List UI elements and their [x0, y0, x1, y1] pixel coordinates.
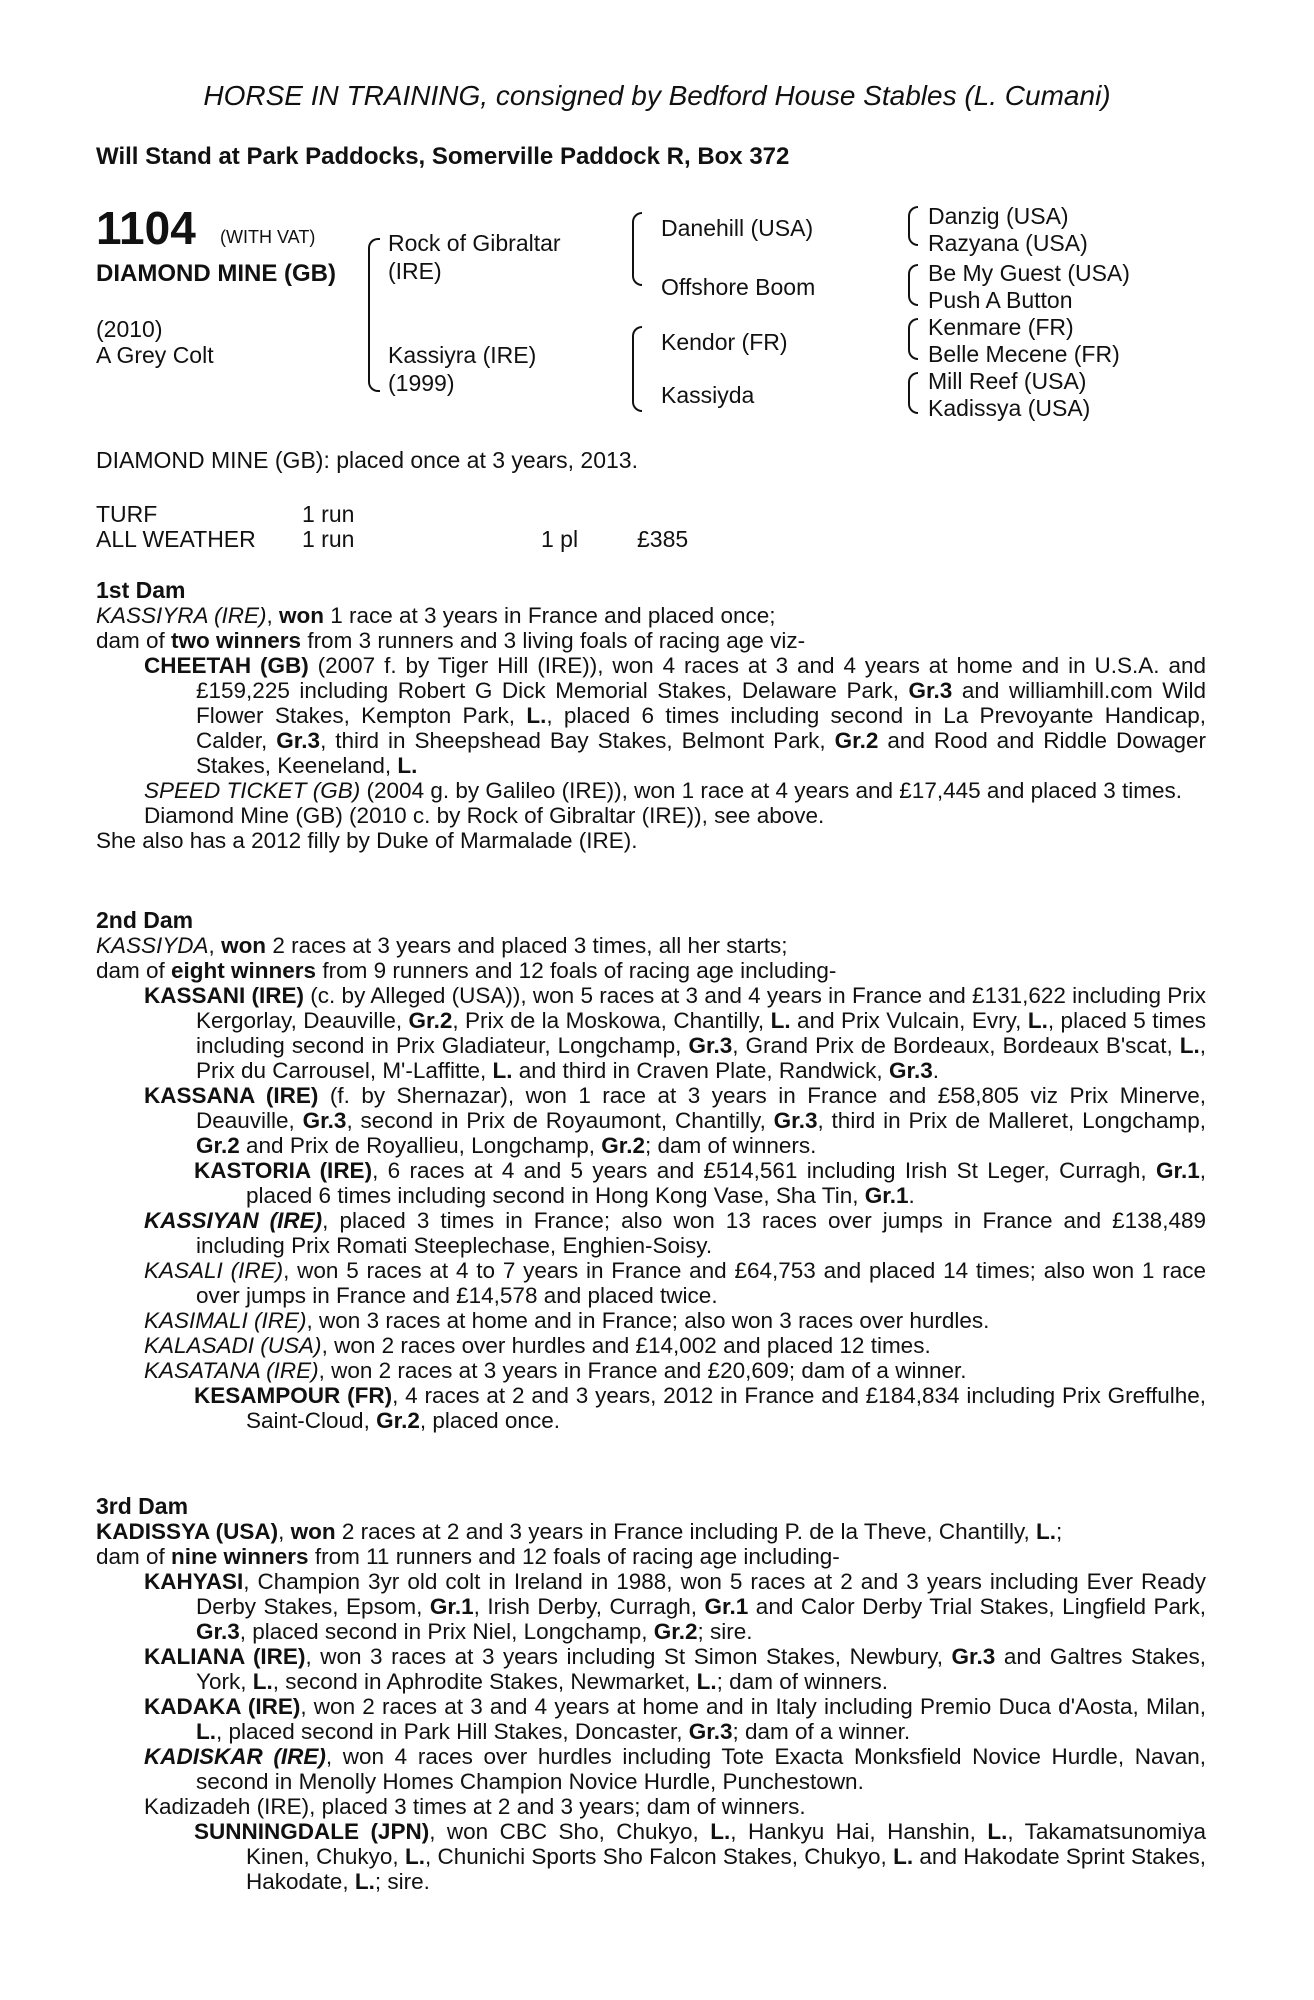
text-run: Diamond Mine (GB) (2010 c. by Rock of Gibraltar (IRE)), see above. — [144, 803, 825, 828]
turf-label: TURF — [96, 501, 158, 527]
text-run: Gr.2 — [408, 1008, 453, 1033]
text-run: Gr.3 — [276, 728, 321, 753]
ped-sdd: Push A Button — [928, 287, 1073, 313]
dam2-title: 2nd Dam — [96, 907, 194, 933]
text-run: Gr.2 — [196, 1133, 240, 1158]
text-run: , placed second in Park Hill Stakes, Doncaster, — [216, 1719, 689, 1744]
dam1-title: 1st Dam — [96, 577, 186, 603]
horse-name: DIAMOND MINE (GB) — [96, 260, 336, 287]
text-run: ; dam of winners. — [645, 1133, 817, 1158]
ped-sire-sire: Danehill (USA) — [661, 215, 814, 241]
produce-entry — [96, 1158, 1206, 1208]
turf-runs: 1 run — [302, 501, 355, 527]
text-run: Kadizadeh (IRE), placed 3 times at 2 and 3 years; dam of winners. — [144, 1794, 806, 1819]
text-run: SPEED TICKET (GB) — [144, 778, 361, 803]
produce-entry — [96, 1258, 1206, 1308]
text-run: (c. by Alleged (USA)), won 5 races at 3 and 4 years in France and £131,622 including Prix Kergorlay, Deauville, — [196, 983, 1206, 1033]
ped-sire-origin: (IRE) — [388, 258, 442, 284]
text-run: and third in Craven Plate, Randwick, — [512, 1058, 889, 1083]
text-run: and Rood and Riddle Dowager Stakes, Keeneland, — [196, 728, 1206, 778]
text-run: , placed 5 times including second in Prix Gladiateur, Longchamp, — [196, 1008, 1206, 1058]
text-run: won — [221, 933, 267, 958]
pedigree-brace-offshore — [908, 264, 918, 306]
vat-note: (WITH VAT) — [220, 227, 316, 247]
ped-dds: Mill Reef (USA) — [928, 368, 1087, 394]
text-run: L. — [354, 1869, 375, 1894]
text-run: (2007 f. by Tiger Hill (IRE)), won 4 races at 3 and 4 years at home and in U.S.A. and £159,225 including Robert G Dick Memorial Stakes, Delaware Park, — [196, 653, 1206, 703]
text-run: eight winners — [171, 958, 317, 983]
lot-number: 1104 — [96, 202, 196, 254]
text-run: , Irish Derby, Curragh, — [473, 1594, 705, 1619]
aw-runs: 1 run — [302, 526, 355, 552]
text-run: , Chunichi Sports Sho Falcon Stakes, Chukyo, — [424, 1844, 894, 1869]
text-run: KESAMPOUR (FR) — [194, 1383, 393, 1408]
text-run: (2004 g. by Galileo (IRE)), won 1 race at 4 years and £17,445 and placed 3 times. — [360, 778, 1182, 803]
text-run: KALIANA (IRE) — [144, 1644, 306, 1669]
text-run: KASSIYRA (IRE) — [96, 603, 267, 628]
ped-ddd: Kadissya (USA) — [928, 395, 1091, 421]
text-run: and Galtres Stakes, York, — [196, 1644, 1206, 1694]
text-run: nine winners — [171, 1544, 309, 1569]
stand-location: Will Stand at Park Paddocks, Somerville Paddock R, Box 372 — [96, 143, 790, 170]
text-run: L. — [526, 703, 547, 728]
text-run: Gr.1 — [864, 1183, 909, 1208]
produce-entry — [96, 1083, 1206, 1158]
text-run: ; dam of a winner. — [732, 1719, 911, 1744]
produce-entry — [96, 1333, 1206, 1358]
pedigree-brace-dam — [632, 326, 642, 412]
horse-description: A Grey Colt — [96, 342, 214, 368]
pedigree-brace-sire — [632, 212, 642, 286]
text-run: Gr.2 — [601, 1133, 646, 1158]
text-run: KASSIYDA — [96, 933, 209, 958]
produce-entry — [96, 1794, 1206, 1819]
text-run: , second in Aphrodite Stakes, Newmarket, — [272, 1669, 697, 1694]
text-run: , Takamatsunomiya Kinen, Chukyo, — [246, 1819, 1206, 1869]
text-run: dam of — [96, 1544, 172, 1569]
text-run: KASATANA (IRE) — [144, 1358, 319, 1383]
text-run: and williamhill.com Wild Flower Stakes, Kempton Park, — [196, 678, 1207, 728]
text-run: Gr.1 — [704, 1594, 749, 1619]
text-run: L. — [893, 1844, 914, 1869]
text-run: won — [278, 603, 324, 628]
text-run: Gr.3 — [196, 1619, 240, 1644]
text-run: , won 3 races at home and in France; also won 3 races over hurdles. — [306, 1308, 990, 1333]
text-run: KASALI (IRE) — [144, 1258, 284, 1283]
text-run: 2 races at 3 years and placed 3 times, all her starts; — [266, 933, 788, 958]
text-run: , won CBC Sho, Chukyo, — [429, 1819, 711, 1844]
ped-dam-year: (1999) — [388, 370, 455, 396]
aw-prize: £385 — [637, 526, 689, 552]
dam1-line2 — [96, 628, 1206, 653]
text-run: L. — [1179, 1033, 1200, 1058]
text-run: ; sire. — [697, 1619, 753, 1644]
text-run: KAHYASI — [144, 1569, 244, 1594]
pedigree-brace-danehill — [908, 206, 918, 246]
text-run: from 3 runners and 3 living foals of racing age viz- — [301, 628, 806, 653]
ped-dss: Kenmare (FR) — [928, 314, 1074, 340]
dam1-entry-speed-ticket — [96, 778, 1206, 803]
ped-dam-dam: Kassiyda — [661, 382, 755, 408]
dam2-line1 — [96, 933, 1206, 958]
text-run: KASSANI (IRE) — [144, 983, 305, 1008]
produce-entry — [96, 1694, 1206, 1744]
text-run: Gr.2 — [653, 1619, 698, 1644]
text-run: , — [266, 603, 279, 628]
text-run: and Prix Vulcain, Evry, — [790, 1008, 1028, 1033]
text-run: ; dam of winners. — [716, 1669, 888, 1694]
aw-label: ALL WEATHER — [96, 526, 256, 552]
text-run: L. — [987, 1819, 1008, 1844]
dam3-entries — [96, 1569, 1206, 1894]
dam1-also: She also has a 2012 filly by Duke of Marmalade (IRE). — [96, 828, 638, 853]
text-run: SUNNINGDALE (JPN) — [194, 1819, 430, 1844]
produce-entry — [96, 1208, 1206, 1258]
produce-entry — [96, 1569, 1206, 1644]
text-run: and Hakodate Sprint Stakes, Hakodate, — [246, 1844, 1207, 1894]
dam2-entries — [96, 983, 1206, 1433]
text-run: , Prix de la Moskowa, Chantilly, — [452, 1008, 771, 1033]
text-run: , won 2 races over hurdles and £14,002 and placed 12 times. — [321, 1333, 931, 1358]
text-run: , placed once. — [419, 1408, 560, 1433]
text-run: 1 race at 3 years in France and placed once; — [323, 603, 776, 628]
aw-placed: 1 pl — [541, 526, 579, 552]
text-run: 2 races at 2 and 3 years in France including P. de la Theve, Chantilly, — [335, 1519, 1037, 1544]
text-run: L. — [1036, 1519, 1057, 1544]
text-run: and Prix de Royallieu, Longchamp, — [239, 1133, 602, 1158]
text-run: , third in Sheepshead Bay Stakes, Belmont Park, — [320, 728, 835, 753]
produce-entry — [96, 1644, 1206, 1694]
text-run: Gr.3 — [888, 1058, 933, 1083]
text-run: from 9 runners and 12 foals of racing age including- — [316, 958, 837, 983]
produce-entry — [96, 1744, 1206, 1794]
dam3-section — [96, 1494, 1206, 1894]
text-run: KASSIYAN (IRE) — [144, 1208, 323, 1233]
text-run: Gr.3 — [908, 678, 953, 703]
dam3-title: 3rd Dam — [96, 1493, 189, 1519]
text-run: dam of — [96, 628, 172, 653]
text-run: L. — [397, 753, 418, 778]
ped-dam: Kassiyra (IRE) — [388, 342, 537, 368]
dam2-line2 — [96, 958, 1206, 983]
dam2-section — [96, 908, 1206, 1433]
text-run: , Champion 3yr old colt in Ireland in 1988, won 5 races at 2 and 3 years including Ever Ready Derby Stakes, Epsom, — [196, 1569, 1206, 1619]
produce-entry — [96, 1819, 1206, 1894]
text-run: , won 4 races over hurdles including Tote Exacta Monksfield Novice Hurdle, Navan, second in Menolly Homes Champion Novice Hurdle, Punchestown. — [196, 1744, 1206, 1794]
pedigree-brace-gen1 — [368, 238, 380, 392]
text-run: KALASADI (USA) — [144, 1333, 322, 1358]
text-run: L. — [1027, 1008, 1048, 1033]
text-run: CHEETAH (GB) — [144, 653, 309, 678]
dam3-line1 — [96, 1519, 1206, 1544]
text-run: , placed 3 times in France; also won 13 races over jumps in France and £138,489 including Prix Romati Steeplechase, Enghien-Soisy. — [196, 1208, 1206, 1258]
text-run: , placed 6 times including second in Hong Kong Vase, Sha Tin, — [246, 1158, 1206, 1208]
text-run: L. — [492, 1058, 513, 1083]
text-run: Gr.3 — [951, 1644, 996, 1669]
text-run: Gr.3 — [688, 1719, 733, 1744]
ped-sire: Rock of Gibraltar — [388, 230, 561, 256]
ped-dam-sire: Kendor (FR) — [661, 329, 788, 355]
ped-sds: Be My Guest (USA) — [928, 260, 1130, 286]
ped-ssd: Razyana (USA) — [928, 230, 1088, 256]
text-run: KASIMALI (IRE) — [144, 1308, 307, 1333]
text-run: , placed second in Prix Niel, Longchamp, — [239, 1619, 654, 1644]
text-run: KASTORIA (IRE) — [194, 1158, 373, 1183]
text-run: KASSANA (IRE) — [144, 1083, 319, 1108]
text-run: , second in Prix de Royaumont, Chantilly, — [346, 1108, 774, 1133]
text-run: , Prix du Carrousel, M'-Laffitte, — [196, 1033, 1206, 1083]
text-run: L. — [404, 1844, 425, 1869]
dam1-entry-cheetah — [96, 653, 1206, 778]
ped-sire-dam: Offshore Boom — [661, 274, 816, 300]
ped-sss: Danzig (USA) — [928, 203, 1069, 229]
text-run: . — [908, 1183, 915, 1208]
text-run: (f. by Shernazar), won 1 race at 3 years in France and £58,805 viz Prix Minerve, Deauville, — [196, 1083, 1206, 1133]
pedigree-brace-kassiyda — [908, 372, 918, 414]
text-run: Gr.1 — [429, 1594, 474, 1619]
produce-entry — [96, 1308, 1206, 1333]
text-run: , won 2 races at 3 and 4 years at home and in Italy including Premio Duca d'Aosta, Milan, — [300, 1694, 1206, 1719]
pedigree-brace-kendor — [908, 318, 918, 360]
text-run: , Grand Prix de Bordeaux, Bordeaux B'scat, — [732, 1033, 1180, 1058]
text-run: Gr.3 — [773, 1108, 818, 1133]
text-run: , placed 6 times including second in La Prevoyante Handicap, Calder, — [196, 703, 1207, 753]
dam3-line2 — [96, 1544, 1206, 1569]
text-run: , — [208, 933, 222, 958]
text-run: L. — [696, 1669, 717, 1694]
text-run: ; — [1056, 1519, 1063, 1544]
text-run: , 4 races at 2 and 3 years, 2012 in France and £184,834 including Prix Greffulhe, Saint-Cloud, — [246, 1383, 1206, 1433]
dam1-section — [96, 578, 1206, 853]
text-run: , third in Prix de Malleret, Longchamp, — [817, 1108, 1206, 1133]
text-run: and Calor Derby Trial Stakes, Lingfield Park, — [748, 1594, 1207, 1619]
dam1-line1 — [96, 603, 1206, 628]
text-run: L. — [196, 1719, 216, 1744]
text-run: , — [278, 1519, 291, 1544]
text-run: L. — [252, 1669, 273, 1694]
race-summary: DIAMOND MINE (GB): placed once at 3 years, 2013. — [96, 447, 638, 473]
text-run: . — [932, 1058, 939, 1083]
text-run: KADISSYA (USA) — [96, 1519, 279, 1544]
dam1-entry-diamond-mine — [96, 803, 1206, 828]
text-run: Gr.3 — [688, 1033, 733, 1058]
text-run: dam of — [96, 958, 172, 983]
produce-entry — [96, 983, 1206, 1083]
text-run: KADAKA (IRE) — [144, 1694, 301, 1719]
text-run: ; sire. — [374, 1869, 430, 1894]
text-run: from 11 runners and 12 foals of racing age including- — [308, 1544, 840, 1569]
text-run: Gr.1 — [1155, 1158, 1200, 1183]
produce-entry — [96, 1358, 1206, 1383]
text-run: , 6 races at 4 and 5 years and £514,561 including Irish St Leger, Curragh, — [372, 1158, 1156, 1183]
produce-entry — [96, 1383, 1206, 1433]
text-run: Gr.3 — [302, 1108, 347, 1133]
text-run: two winners — [171, 628, 302, 653]
consignor-header: HORSE IN TRAINING, consigned by Bedford House Stables (L. Cumani) — [203, 80, 1111, 111]
text-run: Gr.2 — [834, 728, 879, 753]
horse-year: (2010) — [96, 316, 163, 342]
text-run: , Hankyu Hai, Hanshin, — [730, 1819, 988, 1844]
text-run: L. — [710, 1819, 731, 1844]
text-run: KADISKAR (IRE) — [144, 1744, 326, 1769]
text-run: , won 5 races at 4 to 7 years in France and £64,753 and placed 14 times; also won 1 race over jumps in France and £14,578 and placed twice. — [196, 1258, 1206, 1308]
text-run: won — [290, 1519, 336, 1544]
text-run: , won 3 races at 3 years including St Simon Stakes, Newbury, — [305, 1644, 952, 1669]
ped-dsd: Belle Mecene (FR) — [928, 341, 1120, 367]
text-run: L. — [770, 1008, 791, 1033]
text-run: , won 2 races at 3 years in France and £20,609; dam of a winner. — [318, 1358, 967, 1383]
text-run: Gr.2 — [376, 1408, 420, 1433]
